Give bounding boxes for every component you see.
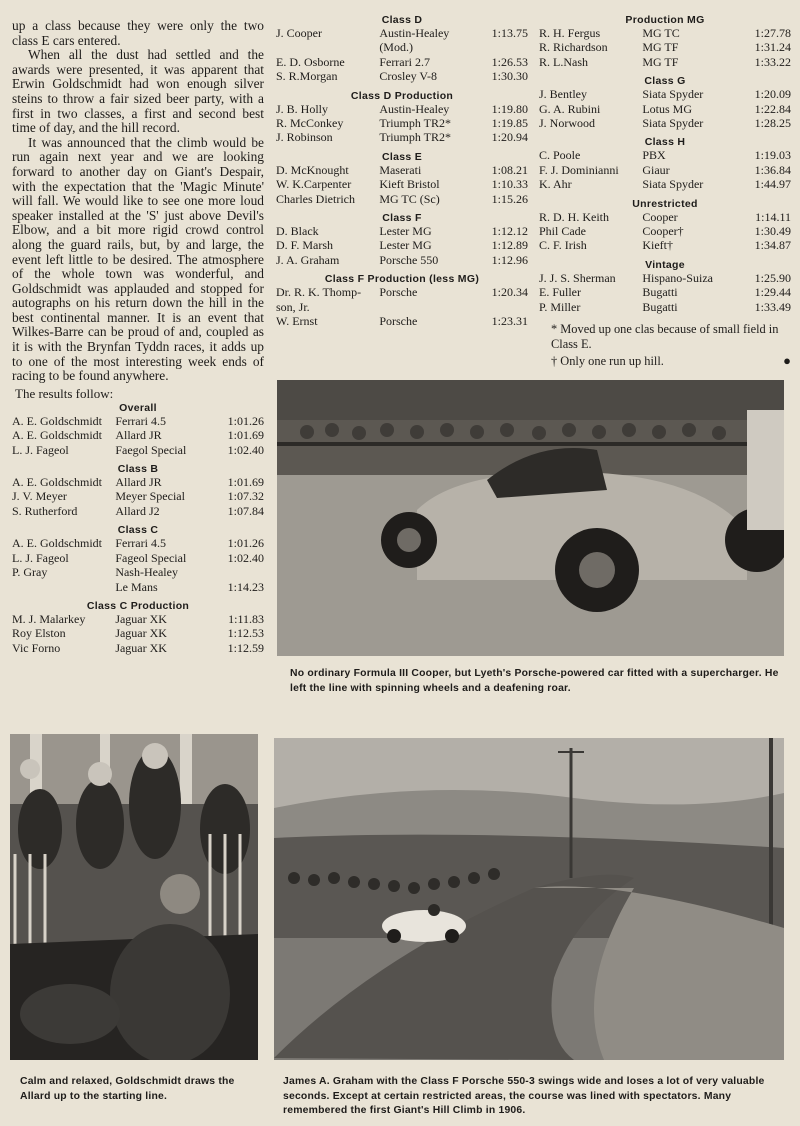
driver-name: A. E. Goldschmidt — [12, 536, 102, 551]
run-time: 1:23.31 — [491, 314, 528, 329]
result-row — [276, 69, 528, 83]
caption-cooper: No ordinary Formula III Cooper, but Lyeth's Porsche-powered car fitted with a supercharger. He left the line with spinning wheels and a deafening roar. — [290, 668, 779, 694]
run-time — [478, 40, 528, 54]
result-row — [276, 285, 528, 299]
caption-goldschmidt: Calm and relaxed, Goldschmidt draws the Allard up to the starting line. — [20, 1076, 235, 1102]
run-time: 1:01.69 — [227, 475, 264, 490]
car-name: Nash-Healey — [115, 565, 178, 580]
car-name: Ferrari 4.5 — [115, 413, 166, 428]
car-name: MG TF — [642, 40, 679, 55]
car-name: Ferrari 4.5 — [115, 536, 166, 551]
run-time: 1:12.59 — [227, 640, 264, 655]
driver-name: A. E. Goldschmidt — [12, 475, 102, 490]
driver-name: J. Robinson — [276, 130, 333, 145]
results-table — [12, 536, 264, 594]
results-table — [12, 475, 264, 518]
run-time: 1:29.44 — [754, 285, 791, 300]
result-row — [12, 626, 264, 640]
run-time: 1:15.26 — [491, 191, 528, 206]
caption-graham: James A. Graham with the Class F Porsche 550-3 swings wide and loses a lot of very valuable seconds. Except at certain restricted areas, the course was lined with spectators. Many remembered the first Giant's Hill Climb in 1906. — [283, 1076, 765, 1116]
driver-name: A. E. Goldschmidt — [12, 413, 102, 428]
car-name: Bugatti — [642, 285, 678, 300]
results-table — [539, 271, 791, 314]
run-time: 1:14.11 — [755, 209, 791, 224]
run-time: 1:11.83 — [228, 611, 264, 626]
run-time: 1:02.40 — [227, 550, 264, 565]
driver-name: S. Rutherford — [12, 503, 78, 518]
run-time: 1:33.22 — [754, 54, 791, 69]
driver-name: E. Fuller — [539, 285, 581, 300]
driver-name: C. Poole — [539, 148, 581, 163]
result-row — [276, 253, 528, 267]
run-time: 1:28.25 — [754, 116, 791, 131]
result-row — [12, 580, 264, 594]
result-row — [539, 238, 791, 252]
run-time: 1:20.09 — [754, 87, 791, 102]
results-table — [276, 224, 528, 267]
class-heading: Vintage — [645, 258, 685, 271]
class-heading: Class G — [644, 75, 686, 88]
run-time: 1:34.87 — [754, 238, 791, 253]
class-heading: Class F Production (less MG) — [324, 273, 480, 286]
class-heading: Class D — [381, 14, 423, 26]
result-row — [539, 102, 791, 116]
driver-name: C. F. Irish — [539, 238, 587, 253]
photo-cooper-race-car — [277, 380, 784, 656]
result-row — [276, 163, 528, 177]
driver-name: S. R.Morgan — [276, 69, 338, 84]
result-row — [539, 116, 791, 130]
result-row — [539, 300, 791, 314]
result-row — [539, 87, 791, 101]
car-name: Siata Spyder — [642, 87, 704, 102]
run-time: 1:33.49 — [754, 299, 791, 314]
result-row — [539, 285, 791, 299]
run-time: 1:01.26 — [227, 413, 264, 428]
car-name: Le Mans — [115, 579, 158, 594]
class-heading: Class C — [117, 524, 159, 537]
car-name: Triumph TR2* — [379, 116, 452, 131]
driver-name: D. F. Marsh — [276, 238, 334, 253]
car-name: Lester MG — [379, 238, 432, 253]
car-name: Triumph TR2* — [379, 130, 452, 145]
result-row — [12, 475, 264, 489]
driver-name: Roy Elston — [12, 626, 66, 641]
article-paragraph: It was announced that the climb would be run again next year and we are looking forward to another day on Giant's Despair, with the expectation that the 'Magic Minute' will fall. We would like to see one more loud speaker installed at the 'S' just above Devil's Elbow, and a bit more rigid crowd control along the guard rails, but, by and large, the event left little to be desired. The atmosphere of the whole town was wonderful, and Goldschmidt was applauded and stopped for autographs on his return down the hill in the best continental manner. It is an event that Wilkes-Barre can be proud of and, coupled as it is with the Brynfan Tyddn races, it adds up to one of the most interesting week ends of racing to be found anywhere. — [12, 134, 264, 384]
driver-name: D. McKnought — [276, 162, 349, 177]
driver-name: G. A. Rubini — [539, 101, 601, 116]
car-name: MG TC (Sc) — [379, 191, 440, 206]
car-name: Allard JR — [115, 475, 162, 490]
driver-name — [12, 580, 115, 594]
run-time: 1:36.84 — [754, 162, 791, 177]
run-time — [214, 565, 264, 579]
car-name: Austin-Healey — [379, 26, 450, 40]
result-row — [276, 238, 528, 252]
car-name: Siata Spyder — [642, 116, 704, 131]
run-time: 1:19.03 — [754, 148, 791, 163]
driver-name: D. Black — [276, 224, 319, 239]
driver-name: W. Ernst — [276, 314, 318, 329]
results-table — [12, 612, 264, 655]
driver-name: M. J. Malarkey — [12, 611, 86, 626]
run-time: 1:07.84 — [227, 503, 264, 518]
car-name: Giaur — [642, 162, 670, 177]
result-row — [276, 224, 528, 238]
result-row — [539, 55, 791, 69]
class-heading: Unrestricted — [632, 197, 698, 210]
driver-name: Charles Dietrich — [276, 191, 355, 206]
run-time: 1:01.69 — [227, 428, 264, 443]
result-row — [276, 26, 528, 40]
car-name: Kieft† — [642, 238, 673, 253]
car-name: Jaguar XK — [115, 611, 167, 626]
driver-name: R. H. Fergus — [539, 26, 601, 40]
results-table — [12, 414, 264, 457]
result-row — [276, 314, 528, 328]
car-name: Jaguar XK — [115, 626, 167, 641]
photo-goldschmidt-allard — [10, 734, 258, 1060]
driver-name: E. D. Osborne — [276, 54, 345, 69]
driver-name: son, Jr. — [276, 299, 310, 314]
driver-name: R. L.Nash — [539, 54, 588, 69]
driver-name: P. Gray — [12, 565, 48, 580]
class-heading: Class H — [644, 136, 686, 149]
run-time: 1:07.32 — [227, 489, 264, 504]
run-time: 1:44.97 — [754, 177, 791, 192]
driver-name: R. Richardson — [539, 40, 608, 55]
end-mark: ● — [783, 353, 791, 369]
run-time: 1:12.53 — [227, 626, 264, 641]
result-row — [276, 300, 528, 314]
result-row — [539, 177, 791, 191]
results-group-middle — [276, 14, 528, 329]
run-time: 1:08.21 — [491, 162, 528, 177]
class-heading: Production MG — [625, 14, 705, 26]
footnote-one-run — [539, 354, 791, 369]
class-heading: Overall — [119, 401, 157, 414]
run-time: 1:12.96 — [491, 252, 528, 267]
run-time: 1:01.26 — [227, 536, 264, 551]
driver-name: F. J. Dominianni — [539, 162, 619, 177]
run-time: 1:02.40 — [227, 442, 264, 457]
results-table — [276, 285, 528, 328]
car-name — [379, 300, 477, 314]
car-name: (Mod.) — [379, 40, 413, 55]
run-time: 1:20.94 — [491, 130, 528, 145]
car-name: Porsche — [379, 285, 418, 300]
car-name: Bugatti — [642, 299, 678, 314]
car-name: Meyer Special — [115, 489, 185, 504]
class-heading: Class D Production — [350, 89, 454, 102]
footnote-one-run-text: † Only one run up hill. — [551, 354, 664, 369]
result-row — [539, 210, 791, 224]
column-middle — [276, 14, 528, 329]
result-row — [12, 489, 264, 503]
driver-name: W. K.Carpenter — [276, 177, 352, 192]
car-name: Hispano-Suiza — [642, 270, 713, 285]
results-intro: The results follow: — [15, 385, 114, 401]
result-row — [12, 504, 264, 518]
results-group-left — [12, 402, 264, 655]
result-row — [12, 414, 264, 428]
class-heading: Class E — [381, 150, 423, 163]
car-name: Allard J2 — [115, 503, 160, 518]
driver-name: J. J. S. Sherman — [539, 270, 616, 285]
result-row — [539, 26, 791, 40]
column-left — [12, 0, 264, 655]
result-row — [276, 130, 528, 144]
run-time: 1:19.85 — [491, 116, 528, 131]
car-name: Fageol Special — [115, 550, 187, 565]
driver-name: R. D. H. Keith — [539, 209, 609, 224]
car-name: Crosley V-8 — [379, 69, 437, 84]
car-name: Siata Spyder — [642, 177, 704, 192]
result-row — [539, 40, 791, 54]
results-table — [276, 26, 528, 84]
run-time: 1:26.53 — [491, 54, 528, 69]
car-name: Allard JR — [115, 428, 162, 443]
result-row — [276, 55, 528, 69]
result-row — [276, 116, 528, 130]
result-row — [12, 641, 264, 655]
run-time: 1:22.84 — [754, 101, 791, 116]
car-name: Porsche 550 — [379, 252, 439, 267]
result-row — [539, 271, 791, 285]
run-time: 1:25.90 — [754, 270, 791, 285]
driver-name: Vic Forno — [12, 640, 61, 655]
result-row — [276, 177, 528, 191]
result-row — [12, 428, 264, 442]
car-name: Ferrari 2.7 — [379, 54, 430, 69]
car-name: Faegol Special — [115, 442, 187, 457]
class-heading: Class C Production — [86, 599, 190, 612]
result-row — [12, 551, 264, 565]
car-name: MG TC — [642, 26, 680, 40]
car-name: Maserati — [379, 162, 422, 177]
car-name: Lester MG — [379, 224, 432, 239]
run-time — [478, 300, 528, 314]
driver-name: R. McConkey — [276, 116, 344, 131]
driver-name: P. Miller — [539, 299, 581, 314]
car-name: Austin-Healey — [379, 101, 450, 116]
footnote-moved-up: * Moved up one clas because of small field in Class E. — [551, 322, 779, 351]
result-row — [539, 224, 791, 238]
run-time: 1:31.24 — [754, 40, 791, 55]
run-time: 1:14.23 — [227, 579, 264, 594]
run-time: 1:12.12 — [491, 224, 528, 239]
results-table — [539, 148, 791, 191]
driver-name: J. Norwood — [539, 116, 595, 131]
results-group-right — [539, 14, 791, 314]
results-table — [539, 26, 791, 69]
result-row — [12, 443, 264, 457]
run-time: 1:12.89 — [491, 238, 528, 253]
result-row — [276, 102, 528, 116]
class-heading: Class F — [382, 212, 422, 225]
driver-name — [276, 40, 379, 54]
run-time: 1:30.49 — [754, 224, 791, 239]
driver-name: J. A. Graham — [276, 252, 340, 267]
results-table — [539, 210, 791, 253]
car-name: Jaguar XK — [115, 640, 167, 655]
photo-graham-porsche — [274, 738, 784, 1060]
driver-name: J. Bentley — [539, 87, 587, 102]
driver-name: Phil Cade — [539, 224, 586, 239]
run-time: 1:13.75 — [491, 26, 528, 40]
driver-name: L. J. Fageol — [12, 442, 69, 457]
run-time: 1:20.34 — [491, 285, 528, 300]
result-row — [12, 565, 264, 579]
car-name: Kieft Bristol — [379, 177, 440, 192]
run-time: 1:30.30 — [491, 69, 528, 84]
column-right — [539, 14, 791, 369]
result-row — [539, 148, 791, 162]
result-row — [276, 192, 528, 206]
results-table — [276, 102, 528, 145]
class-heading: Class B — [117, 463, 159, 476]
result-row — [539, 163, 791, 177]
article-paragraph: When all the dust had settled and the awards were presented, it was apparent that Erwin Goldschmidt had won enough silver steins to throw a fair sized beer party, with a first in two classes, a first and second best time of day, and the hill record. — [12, 47, 264, 136]
driver-name: K. Ahr — [539, 177, 572, 192]
run-time: 1:19.80 — [491, 101, 528, 116]
results-table — [539, 87, 791, 130]
result-row — [12, 612, 264, 626]
driver-name: L. J. Fageol — [12, 550, 69, 565]
result-row — [276, 40, 528, 54]
driver-name: A. E. Goldschmidt — [12, 428, 102, 443]
car-name: Cooper — [642, 209, 678, 224]
car-name: Cooper† — [642, 224, 684, 239]
driver-name: J. V. Meyer — [12, 489, 67, 504]
run-time: 1:27.78 — [754, 26, 791, 40]
driver-name: Dr. R. K. Thomp- — [276, 285, 362, 300]
car-name: Porsche — [379, 314, 418, 329]
driver-name: J. Cooper — [276, 26, 322, 40]
run-time: 1:10.33 — [491, 177, 528, 192]
article-paragraph: up a class because they were only the two class E cars entered. — [12, 18, 264, 48]
car-name: MG TF — [642, 54, 679, 69]
car-name: PBX — [642, 148, 666, 163]
car-name: Lotus MG — [642, 101, 692, 116]
driver-name: J. B. Holly — [276, 101, 329, 116]
results-table — [276, 163, 528, 206]
result-row — [12, 536, 264, 550]
